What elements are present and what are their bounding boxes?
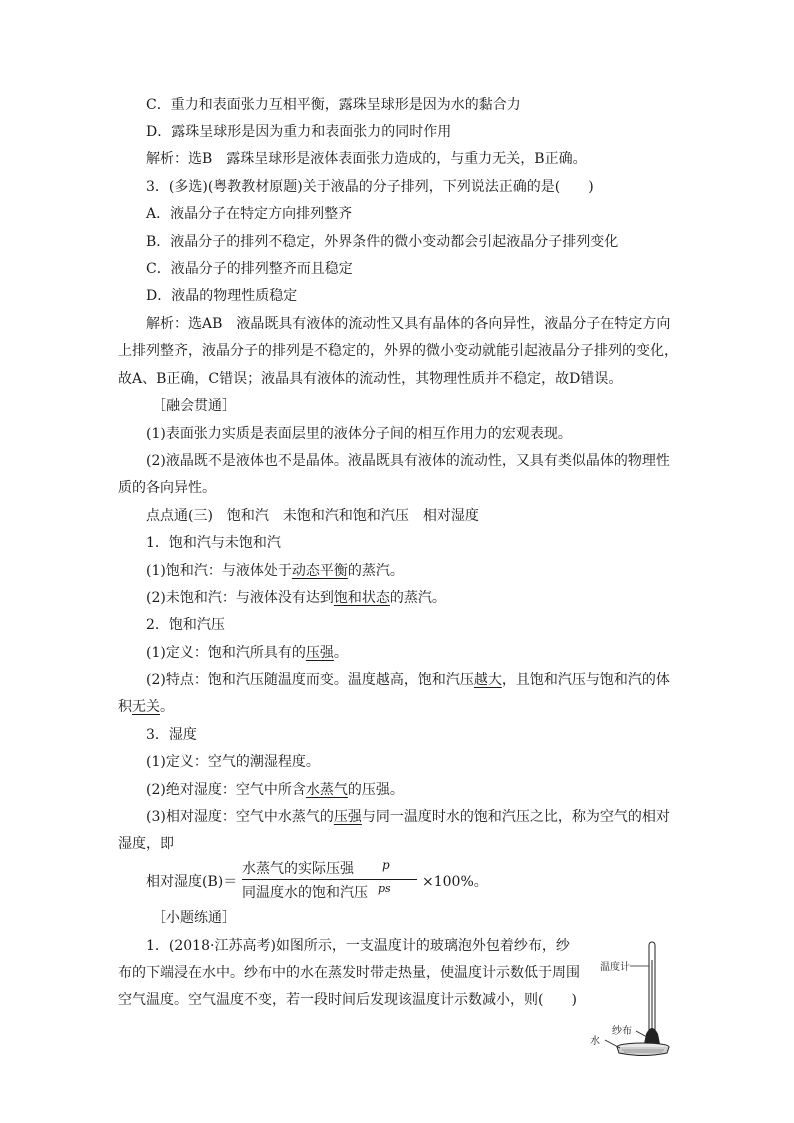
- section-title-3: 点点通(三) 饱和汽 未饱和汽和饱和汽压 相对湿度: [146, 508, 479, 524]
- q3-option-d: D．液晶的物理性质稳定: [146, 288, 298, 304]
- relative-humidity-def-cont: 湿度，即: [118, 836, 174, 852]
- practice-q1-line3: 空气温度。空气温度不变，若一段时间后发现该温度计示数减小，则( ): [118, 992, 577, 1008]
- label-thermometer: 温度计: [600, 962, 630, 973]
- subheading-3: 3．湿度: [146, 727, 197, 743]
- subheading-1: 1．饱和汽与未饱和汽: [146, 535, 281, 551]
- formula-denominator: 同温度水的饱和汽压: [242, 885, 368, 901]
- q3-option-a: A．液晶分子在特定方向排列整齐: [146, 206, 353, 222]
- vapor-pressure-feature-cont: 积无关。: [118, 699, 174, 715]
- underlined-term: 压强: [333, 809, 362, 825]
- label-gauze: 纱布: [612, 1026, 632, 1037]
- thermometer-diagram: [586, 930, 682, 1060]
- formula-rhs: ×100%。: [422, 874, 488, 890]
- vapor-pressure-feature: (2)特点：饱和汽压随温度而变。温度越高，饱和汽压越大，且饱和汽压与饱和汽的体: [146, 672, 670, 688]
- option-c: C．重力和表面张力互相平衡，露珠呈球形是因为水的黏合力: [146, 97, 521, 113]
- thermometer-figure: [586, 930, 682, 1060]
- formula-numerator-symbol: p: [382, 858, 390, 872]
- section-heading-practice: ［小题练通］: [152, 910, 236, 926]
- summary-point-2-cont: 质的各向异性。: [118, 480, 216, 496]
- humidity-def: (1)定义：空气的潮湿程度。: [146, 754, 320, 770]
- vapor-pressure-def: (1)定义：饱和汽所具有的压强。: [146, 645, 348, 661]
- analysis-2: 解析：选B 露珠呈球形是液体表面张力造成的，与重力无关，B正确。: [146, 151, 587, 167]
- saturated-vapor-def: (1)饱和汽：与液体处于动态平衡的蒸汽。: [146, 563, 404, 579]
- underlined-term: 压强: [305, 645, 334, 661]
- question-3: 3．(多选)(粤教教材原题)关于液晶的分子排列，下列说法正确的是( ): [146, 179, 594, 195]
- analysis-3-line1: 解析：选AB 液晶既具有液体的流动性又具有晶体的各向异性，液晶分子在特定方向: [146, 316, 671, 332]
- q3-option-b: B．液晶分子的排列不稳定，外界条件的微小变动都会引起液晶分子排列变化: [146, 234, 619, 250]
- practice-q1-line2: 布的下端浸在水中。纱布中的水在蒸发时带走热量，使温度计示数低于周围: [118, 965, 580, 981]
- fraction-bar: [242, 879, 417, 880]
- analysis-3-line3: 故A、B正确，C错误；液晶具有液体的流动性，其物理性质并不稳定，故D错误。: [118, 371, 623, 387]
- summary-point-2: (2)液晶既不是液体也不是晶体。液晶既具有液体的流动性，又具有类似晶体的物理性: [146, 453, 670, 469]
- relative-humidity-def: (3)相对湿度：空气中水蒸气的压强与同一温度时水的饱和汽压之比，称为空气的相对: [146, 809, 670, 825]
- underlined-term: 水蒸气: [305, 782, 348, 798]
- practice-q1-line1: 1．(2018·江苏高考)如图所示，一支温度计的玻璃泡外包着纱布，纱: [146, 938, 570, 954]
- label-water: 水: [590, 1036, 600, 1047]
- formula-numerator: 水蒸气的实际压强: [242, 861, 354, 877]
- subheading-2: 2．饱和汽压: [146, 617, 225, 633]
- analysis-3-line2: 上排列整齐，液晶分子的排列是不稳定的，外界的微小变动就能引起液晶分子排列的变化，: [118, 343, 678, 359]
- absolute-humidity-def: (2)绝对湿度：空气中所含水蒸气的压强。: [146, 782, 404, 798]
- underlined-term: 无关: [132, 699, 160, 715]
- q3-option-c: C．液晶分子的排列整齐而且稳定: [146, 261, 353, 277]
- formula-lhs: 相对湿度(B)＝: [146, 874, 238, 890]
- underlined-term: 越大: [473, 672, 502, 688]
- section-heading-summary: ［融会贯通］: [152, 398, 236, 414]
- summary-point-1: (1)表面张力实质是表面层里的液体分子间的相互作用力的宏观表现。: [146, 426, 572, 442]
- unsaturated-vapor-def: (2)未饱和汽：与液体没有达到饱和状态的蒸汽。: [146, 590, 446, 606]
- option-d: D．露珠呈球形是因为重力和表面张力的同时作用: [146, 124, 452, 140]
- underlined-term: 动态平衡: [291, 563, 348, 579]
- underlined-term: 饱和状态: [333, 590, 390, 606]
- formula-denominator-symbol: ps: [378, 882, 391, 895]
